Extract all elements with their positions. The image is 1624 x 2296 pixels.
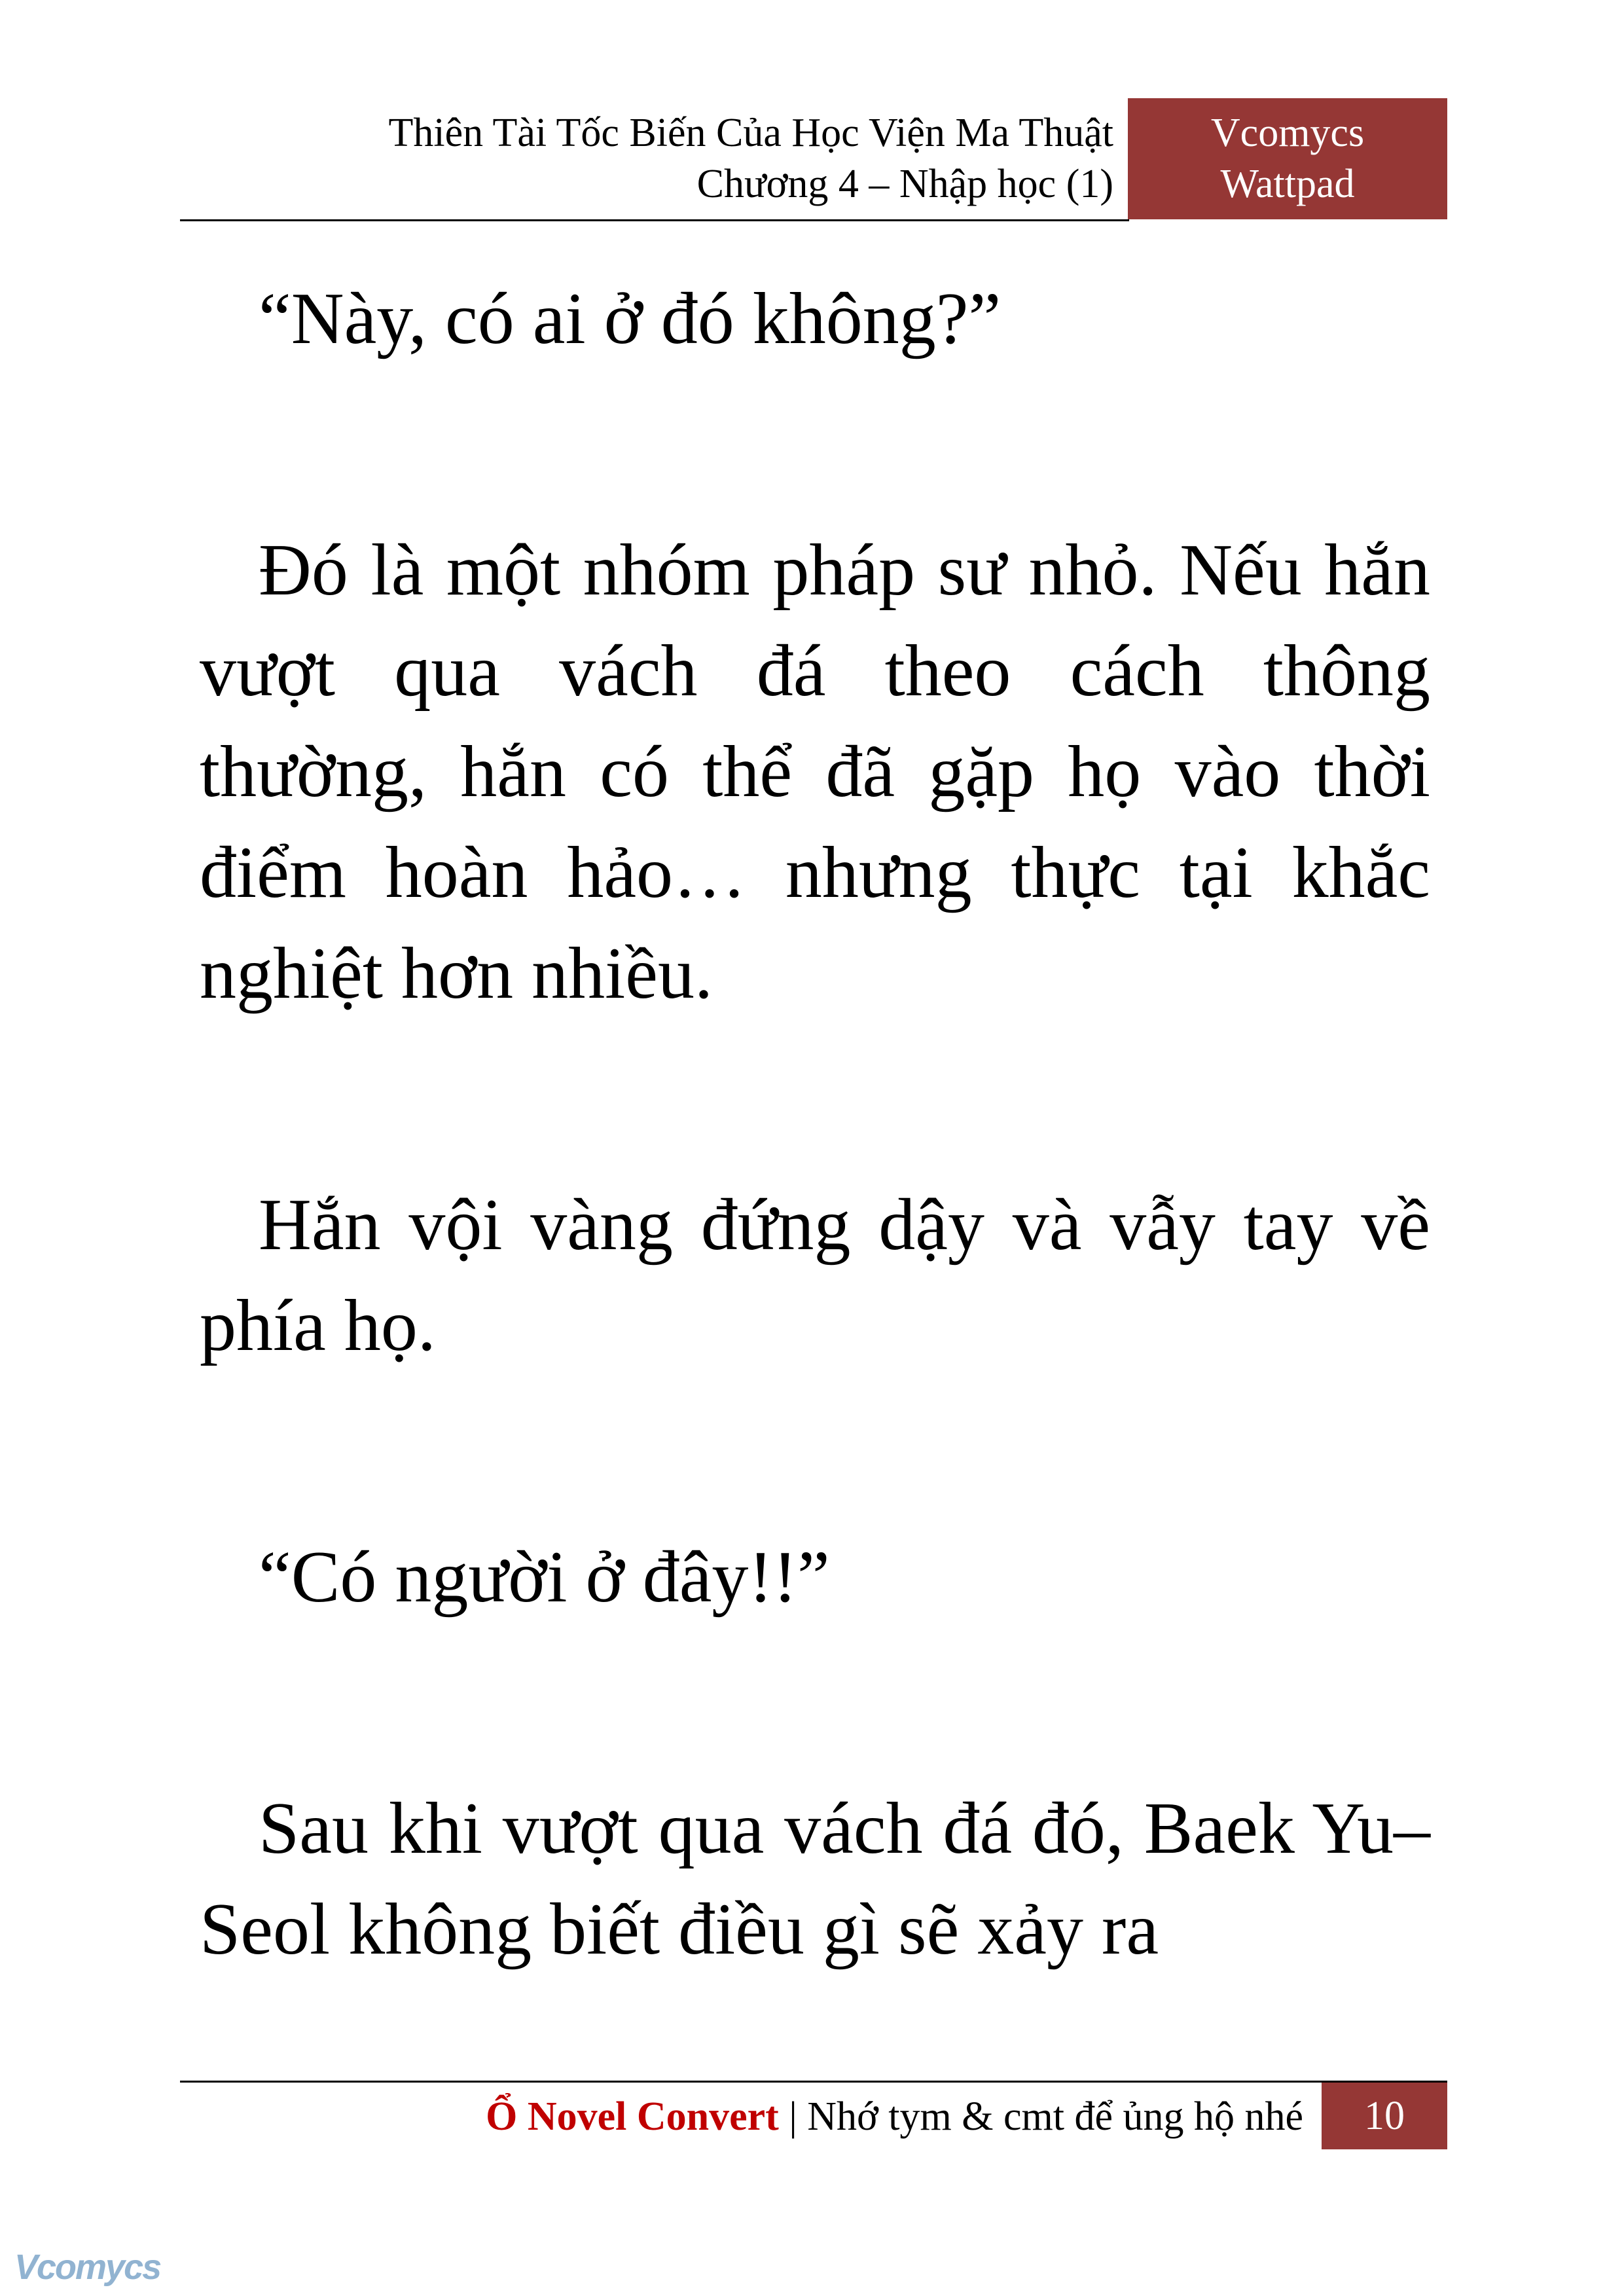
paragraph-2: Đó là một nhóm pháp sư nhỏ. Nếu hắn vượt qua vách đá theo cách thông thường, hắn có thể đã gặp họ vào thời điểm hoàn hảo… nhưng thực tại khắc nghiệt hơn nhiều. — [200, 530, 1430, 1014]
paragraph-spacer — [200, 1024, 1430, 1175]
page-footer — [180, 2083, 1447, 2149]
footer-brand: Ổ Novel Convert — [486, 2094, 779, 2139]
chapter-title: Chương 4 – Nhập học (1) — [696, 162, 1113, 206]
book-title: Thiên Tài Tốc Biến Của Học Viện Ma Thuật — [388, 111, 1113, 155]
page-header — [180, 98, 1447, 219]
header-title-block — [389, 107, 1113, 210]
page-body — [200, 268, 1430, 1980]
footer-text — [486, 2092, 1303, 2141]
badge-line-vcomycs: Vcomycs — [1210, 111, 1365, 155]
paragraph-spacer — [200, 1628, 1430, 1778]
page-number: 10 — [1322, 2083, 1447, 2149]
paragraph-spacer — [200, 369, 1430, 520]
header-divider — [180, 219, 1129, 221]
badge-line-wattpad: Wattpad — [1220, 162, 1355, 206]
paragraph-4: “Có người ở đây!!” — [259, 1537, 830, 1618]
footer-message: Nhớ tym & cmt để ủng hộ nhé — [807, 2094, 1303, 2139]
paragraph-5: Sau khi vượt qua vách đá đó, Baek Yu–Seol không biết điều gì sẽ xảy ra — [200, 1788, 1430, 1970]
source-badge — [1128, 98, 1447, 219]
footer-separator: | — [778, 2094, 808, 2139]
vcomycs-watermark-logo: Vcomycs — [14, 2248, 161, 2287]
paragraph-3: Hắn vội vàng đứng dậy và vẫy tay về phía họ. — [200, 1184, 1430, 1366]
paragraph-1: “Này, có ai ở đó không?” — [259, 278, 1001, 359]
paragraph-spacer — [200, 1376, 1430, 1527]
